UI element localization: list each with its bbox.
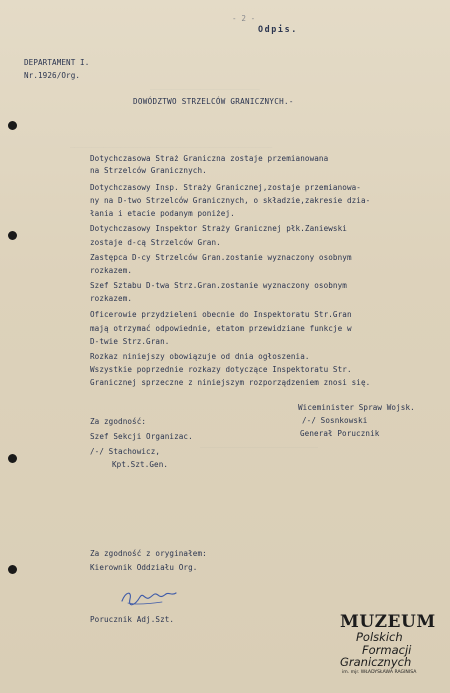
original-office: Kierownik Oddziału Org. bbox=[90, 563, 198, 572]
body-line: zostaje d-cą Strzelców Gran. bbox=[90, 238, 221, 247]
signatory-name: /-/ Sosnkowski bbox=[302, 416, 368, 425]
body-line: Granicznej sprzeczne z niniejszym rozporządzeniem znosi się. bbox=[90, 378, 371, 387]
body-line: rozkazem. bbox=[90, 266, 133, 275]
punch-hole bbox=[8, 454, 17, 463]
body-line: Szef Sztabu D-twa Strz.Gran.zostanie wyznaczony osobnym bbox=[90, 281, 347, 290]
page-number: - 2 - bbox=[232, 14, 256, 23]
logo-line: MUZEUM bbox=[340, 612, 436, 632]
body-line: Rozkaz niniejszy obowiązuje od dnia ogłoszenia. bbox=[90, 352, 310, 361]
agreement-label: Za zgodność: bbox=[90, 417, 147, 426]
body-line: rozkazem. bbox=[90, 294, 133, 303]
body-line: Oficerowie przydzieleni obecnie do Inspektoratu Str.Gran bbox=[90, 310, 352, 319]
logo-line: Polskich bbox=[356, 630, 403, 644]
bleed-through: ____________________________ bbox=[200, 440, 319, 448]
body-line: Dotychczasowy Inspektor Straży Granicznej płk.Zaniewski bbox=[90, 224, 347, 233]
body-line: D-twie Strz.Gran. bbox=[90, 337, 170, 346]
agreement-name: /-/ Stachowicz, bbox=[90, 447, 161, 456]
bleed-through: ________________________________________________ bbox=[70, 140, 273, 148]
department-name: DEPARTAMENT I. bbox=[24, 58, 90, 67]
original-rank: Porucznik Adj.Szt. bbox=[90, 615, 175, 624]
signatory-rank: Generał Porucznik bbox=[300, 429, 380, 438]
body-line: na Strzelców Granicznych. bbox=[90, 166, 207, 175]
department-number: Nr.1926/Org. bbox=[24, 71, 81, 80]
punch-hole bbox=[8, 121, 17, 130]
body-line: Zastępca D-cy Strzelców Gran.zostanie wyznaczony osobnym bbox=[90, 253, 352, 262]
document-title: DOWÓDZTWO STRZELCÓW GRANICZNYCH.- bbox=[133, 97, 294, 106]
body-line: ny na D-two Strzelców Granicznych, o składzie,zakresie dzia- bbox=[90, 196, 371, 205]
museum-logo bbox=[336, 612, 448, 690]
handwritten-signature bbox=[118, 587, 180, 609]
bleed-through: __________________________ bbox=[150, 82, 260, 90]
agreement-rank: Kpt.Szt.Gen. bbox=[112, 460, 169, 469]
logo-line: Granicznych bbox=[340, 655, 412, 669]
logo-line: Formacji bbox=[362, 643, 412, 657]
body-line: Dotychczasowy Insp. Straży Granicznej,zostaje przemianowa- bbox=[90, 183, 361, 192]
body-line: Dotychczasowa Straż Graniczna zostaje przemianowana bbox=[90, 154, 329, 163]
signatory-office: Wiceminister Spraw Wojsk. bbox=[298, 403, 415, 412]
agreement-office: Szef Sekcji Organizac. bbox=[90, 432, 193, 441]
body-line: łania i etacie podanym poniżej. bbox=[90, 209, 235, 218]
punch-hole bbox=[8, 231, 17, 240]
body-line: Wszystkie poprzednie rozkazy dotyczące Inspektoratu Str. bbox=[90, 365, 352, 374]
original-label: Za zgodność z oryginałem: bbox=[90, 549, 207, 558]
odpis-label: Odpis. bbox=[258, 24, 298, 34]
punch-hole bbox=[8, 565, 17, 574]
body-line: mają otrzymać odpowiednie, etatom przewidziane funkcje w bbox=[90, 324, 352, 333]
logo-line: im. mjr. WŁADYSŁAWA RAGINISA bbox=[342, 670, 417, 675]
